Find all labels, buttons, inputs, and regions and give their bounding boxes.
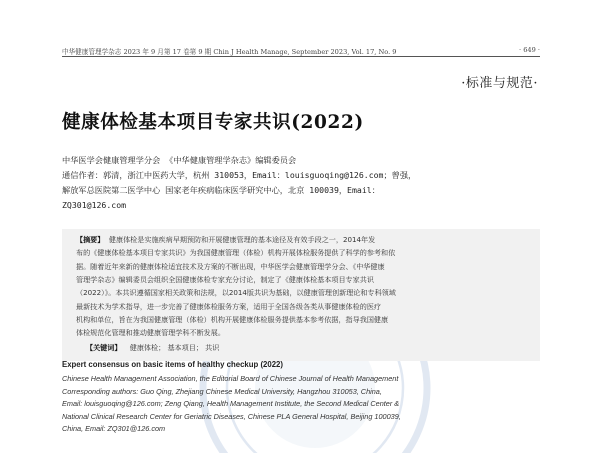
english-author-line: Corresponding authors: Guo Qing, Zhejiang Chinese Medical University, Hangzhou 310053, China, xyxy=(62,386,382,396)
article-title: 健康体检基本项目专家共识(2022) xyxy=(62,112,364,133)
english-author-line: National Clinical Research Center for Geriatric Diseases, Chinese PLA General Hospital, Beijing 100039, xyxy=(62,411,401,421)
abstract-line xyxy=(76,233,534,246)
journal-citation: 中华健康管理学杂志 2023 年 9 月第 17 卷第 9 期 Chin J Health Manage, September 2023, Vol. 17, No. 9 xyxy=(62,48,397,56)
abstract-line: 布的《健康体检基本项目专家共识》为我国健康管理（体检）机构开展体检服务提供了科学的参考和依 xyxy=(76,248,396,258)
english-authors xyxy=(62,373,542,436)
author-line: 解放军总医院第二医学中心 国家老年疾病临床医学研究中心，北京 100039，Email： xyxy=(62,185,380,195)
column-tag: ·标准与规范· xyxy=(461,76,538,91)
english-author-line: China, Email: ZQ301@126.com xyxy=(62,424,166,434)
keywords-label: 【关键词】 xyxy=(86,342,122,352)
abstract-line: 据。随着近年来新的健康体检适宜技术及方案的不断出现，中华医学会健康管理学分会、《中华健康 xyxy=(76,261,385,271)
author-line: 通信作者：郭清，浙江中医药大学，杭州 310053，Email：louisguoqing@126.com；曾强， xyxy=(62,170,417,180)
abstract-label: 【摘要】 xyxy=(76,235,105,244)
page-number: · 649 · xyxy=(519,46,540,54)
author-line: 中华医学会健康管理学分会 《中华健康管理学杂志》编辑委员会 xyxy=(62,155,297,165)
author-line: ZQ301@126.com xyxy=(62,200,127,210)
abstract-text xyxy=(76,233,534,340)
keywords-text: 健康体检； 基本项目； 共识 xyxy=(129,342,220,352)
abstract-line: （2022）》。本共识遵循国家相关政策和法规，以2014版共识为基础，以健康管理创新理论和专科领域 xyxy=(76,288,396,298)
abstract-block xyxy=(62,229,540,361)
abstract-line: 管理学杂志》编辑委员会组织全国健康体检专家充分讨论，制定了《健康体检基本项目专家共识 xyxy=(76,275,374,285)
abstract-line: 体检规范化管理和推动健康管理学科不断发展。 xyxy=(76,328,225,338)
author-block xyxy=(62,153,542,213)
abstract-line: 最新技术为学术指导，进一步完善了健康体检服务方案，适用于全国各级各类从事健康体检的医疗 xyxy=(76,301,382,311)
english-author-line: Email: louisguoqing@126.com; Zeng Qiang, Health Management Institute, the Second Medical Center & xyxy=(62,399,400,409)
english-abstract-header xyxy=(62,359,542,436)
keywords-line xyxy=(76,343,534,353)
abstract-line: 机构和单位，旨在为我国健康管理（体检）机构开展健康体检服务提供基本参考依据，指导我国健康 xyxy=(76,315,389,325)
english-title: Expert consensus on basic items of healthy checkup (2022) xyxy=(62,360,283,369)
abstract-line-text: 健康体检是实施疾病早期预防和开展健康管理的基本途径及有效手段之一，2014年发 xyxy=(108,235,376,244)
english-author-line: Chinese Health Management Association, the Editorial Board of Chinese Journal of Health Management xyxy=(62,374,399,383)
header-rule xyxy=(62,56,540,57)
